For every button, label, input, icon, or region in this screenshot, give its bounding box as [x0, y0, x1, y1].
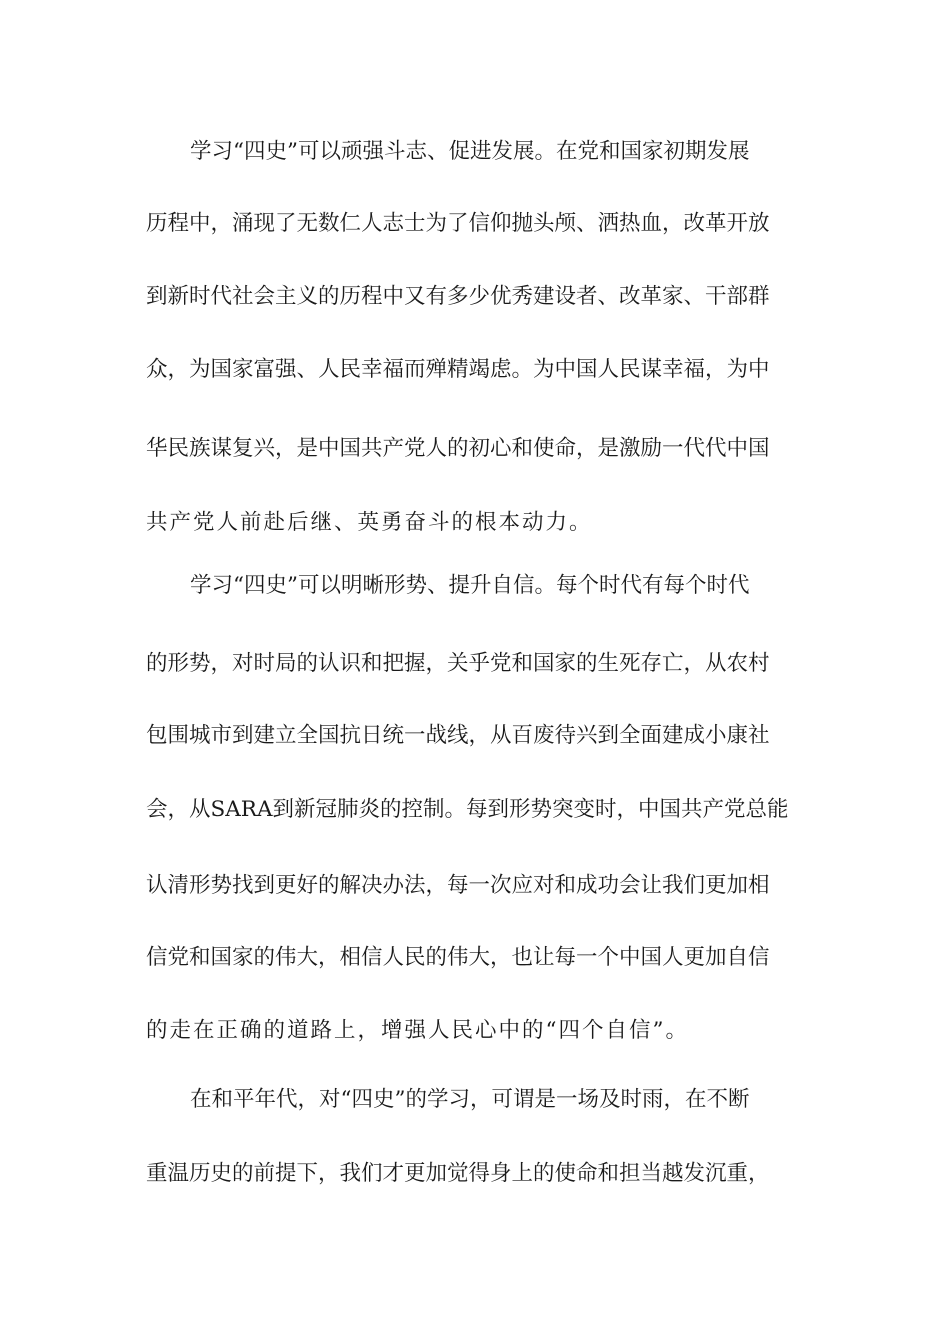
paragraph-1-line-2: 历程中，涌现了无数仁人志士为了信仰抛头颅、洒热血，改革开放: [146, 211, 770, 236]
paragraph-2-line-7: 的走在正确的道路上，增强人民心中的“四个自信”。: [146, 1018, 689, 1043]
paragraph-2-line-3: 包围城市到建立全国抗日统一战线，从百废待兴到全面建成小康社: [146, 723, 770, 748]
paragraph-2-line-6: 信党和国家的伟大，相信人民的伟大，也让每一个中国人更加自信: [146, 945, 770, 970]
paragraph-2-line-4: 会，从SARA到新冠肺炎的控制。每到形势突变时，中国共产党总能: [146, 797, 789, 822]
paragraph-2-line-2: 的形势，对时局的认识和把握，关乎党和国家的生死存亡，从农村: [146, 651, 770, 676]
paragraph-1-line-1: 学习“四史”可以顽强斗志、促进发展。在党和国家初期发展: [190, 139, 750, 164]
paragraph-1-line-6: 共产党人前赴后继、英勇奋斗的根本动力。: [146, 510, 593, 535]
paragraph-3-line-1: 在和平年代，对“四史”的学习，可谓是一场及时雨，在不断: [190, 1087, 750, 1112]
paragraph-2-line-1: 学习“四史”可以明晰形势、提升自信。每个时代有每个时代: [190, 573, 750, 598]
paragraph-1-line-3: 到新时代社会主义的历程中又有多少优秀建设者、改革家、干部群: [146, 284, 770, 309]
paragraph-1-line-4: 众，为国家富强、人民幸福而殚精竭虑。为中国人民谋幸福，为中: [146, 357, 770, 382]
paragraph-2-line-5: 认清形势找到更好的解决办法，每一次应对和成功会让我们更加相: [146, 873, 770, 898]
paragraph-3-line-2: 重温历史的前提下，我们才更加觉得身上的使命和担当越发沉重，: [146, 1161, 770, 1186]
paragraph-1-line-5: 华民族谋复兴，是中国共产党人的初心和使命，是激励一代代中国: [146, 436, 770, 461]
